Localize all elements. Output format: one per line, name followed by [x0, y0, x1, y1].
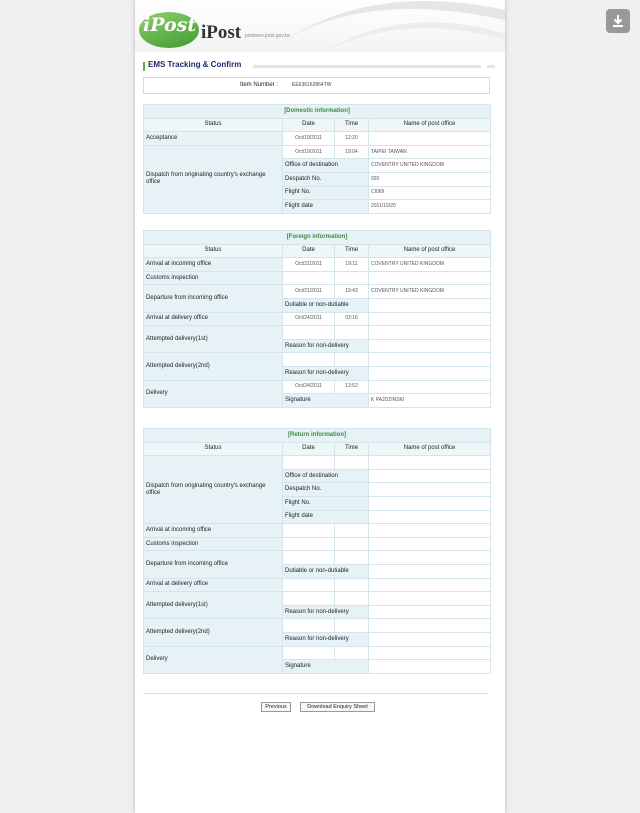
dispatch-time: 19:04 — [335, 145, 369, 159]
table-row — [144, 326, 491, 340]
departure-incoming-time: 19:43 — [335, 285, 369, 299]
footer-divider — [143, 693, 488, 694]
status-arrival-incoming: Arrival at incoming office — [144, 524, 283, 538]
acceptance-time: 12:20 — [335, 132, 369, 146]
arrival-incoming-time: 19:11 — [335, 258, 369, 272]
page-title-row — [143, 60, 487, 72]
table-row — [144, 456, 491, 470]
table-row — [144, 353, 491, 367]
flight-date-label: Flight date — [283, 510, 369, 524]
table-row — [144, 646, 491, 660]
col-date: Date — [283, 244, 335, 258]
table-row — [144, 271, 491, 285]
table-row — [144, 312, 491, 326]
office-dest-label: Office of destination — [283, 159, 369, 173]
dispatch-date: Oct/19/2011 — [283, 145, 335, 159]
logo-text: iPost — [143, 14, 197, 36]
brand-domain: postserv.post.gov.tw — [245, 33, 290, 39]
col-status: Status — [144, 244, 283, 258]
acceptance-date: Oct/19/2011 — [283, 132, 335, 146]
domestic-heading: [Domestic information] — [144, 105, 491, 119]
signature-value: K PAJDZINSKI — [369, 394, 491, 408]
col-time: Time — [335, 244, 369, 258]
col-time: Time — [335, 118, 369, 132]
delivery-date: Oct/24/2011 — [283, 380, 335, 394]
office-dest-value: COVENTRY UNITED KINGDOM — [369, 159, 491, 173]
status-departure-incoming: Departure from incoming office — [144, 551, 283, 578]
col-time: Time — [335, 442, 369, 456]
flight-date-value: 2011/10/20 — [369, 200, 491, 214]
table-row — [144, 380, 491, 394]
status-arrival-delivery: Arrival at delivery office — [144, 578, 283, 592]
download-enquiry-button[interactable]: Download Enquiry Sheet — [300, 702, 375, 712]
departure-incoming-date: Oct/21/2011 — [283, 285, 335, 299]
title-divider-end — [487, 65, 495, 68]
download-icon[interactable] — [606, 9, 630, 33]
reason-label: Reason for non-delivery — [283, 605, 369, 619]
flight-no-label: Flight No. — [283, 186, 369, 200]
page-title: EMS Tracking & Confirm — [148, 60, 242, 69]
dutiable-label: Dutiable or non-dutiable — [283, 298, 369, 312]
status-departure-incoming: Departure from incoming office — [144, 285, 283, 312]
arrival-incoming-office: COVENTRY UNITED KINGDOM — [369, 258, 491, 272]
item-number-value: EE636162864TW — [292, 82, 332, 88]
table-row — [144, 285, 491, 299]
dispatch-office: TAIPEI TAIWAN — [369, 145, 491, 159]
status-customs: Customs inspection — [144, 537, 283, 551]
page-container — [135, 0, 505, 813]
col-status: Status — [144, 118, 283, 132]
brand-name: iPost — [201, 22, 242, 43]
flight-no-value: CI069 — [369, 186, 491, 200]
status-delivery: Delivery — [144, 646, 283, 673]
status-arrival-delivery: Arrival at delivery office — [144, 312, 283, 326]
reason-label: Reason for non-delivery — [283, 366, 369, 380]
arrival-delivery-time: 03:16 — [335, 312, 369, 326]
flight-no-label: Flight No. — [283, 496, 369, 510]
status-dispatch: Dispatch from originating country's exchange office — [144, 456, 283, 524]
flight-date-label: Flight date — [283, 200, 369, 214]
table-row — [144, 619, 491, 633]
reason-label: Reason for non-delivery — [283, 339, 369, 353]
table-row — [144, 537, 491, 551]
arrival-incoming-date: Oct/21/2011 — [283, 258, 335, 272]
reason-label: Reason for non-delivery — [283, 632, 369, 646]
header-banner — [135, 0, 505, 52]
office-dest-label: Office of destination — [283, 469, 369, 483]
status-attempt1: Attempted delivery(1st) — [144, 326, 283, 353]
despatch-no-label: Despatch No. — [283, 483, 369, 497]
status-delivery: Delivery — [144, 380, 283, 407]
signature-label: Signature — [283, 394, 369, 408]
title-accent — [143, 62, 145, 71]
item-number-label: Item Number : — [240, 82, 279, 88]
table-row — [144, 258, 491, 272]
title-divider — [253, 65, 481, 68]
status-attempt2: Attempted delivery(2nd) — [144, 619, 283, 646]
status-dispatch: Dispatch from originating country's exchange office — [144, 145, 283, 213]
arrival-delivery-date: Oct/24/2011 — [283, 312, 335, 326]
signature-label: Signature — [283, 660, 369, 674]
table-row — [144, 524, 491, 538]
foreign-section — [143, 230, 490, 408]
acceptance-office — [369, 132, 491, 146]
despatch-no-value: 920 — [369, 172, 491, 186]
col-office: Name of post office — [369, 244, 491, 258]
col-office: Name of post office — [369, 118, 491, 132]
delivery-time: 13:52 — [335, 380, 369, 394]
domestic-section — [143, 104, 490, 214]
status-acceptance: Acceptance — [144, 132, 283, 146]
status-attempt1: Attempted delivery(1st) — [144, 592, 283, 619]
col-status: Status — [144, 442, 283, 456]
status-arrival-incoming: Arrival at incoming office — [144, 258, 283, 272]
departure-incoming-office: COVENTRY UNITED KINGDOM — [369, 285, 491, 299]
table-row — [144, 592, 491, 606]
item-number-box — [143, 77, 490, 94]
table-row — [144, 132, 491, 146]
col-date: Date — [283, 118, 335, 132]
status-customs: Customs inspection — [144, 271, 283, 285]
table-row — [144, 578, 491, 592]
despatch-no-label: Despatch No. — [283, 172, 369, 186]
status-attempt2: Attempted delivery(2nd) — [144, 353, 283, 380]
col-office: Name of post office — [369, 442, 491, 456]
table-row — [144, 551, 491, 565]
previous-button[interactable]: Previous — [261, 702, 291, 712]
return-section — [143, 428, 490, 674]
foreign-heading: [Foreign information] — [144, 231, 491, 245]
dutiable-label: Dutiable or non-dutiable — [283, 564, 369, 578]
col-date: Date — [283, 442, 335, 456]
return-heading: [Return information] — [144, 429, 491, 443]
table-row — [144, 145, 491, 159]
